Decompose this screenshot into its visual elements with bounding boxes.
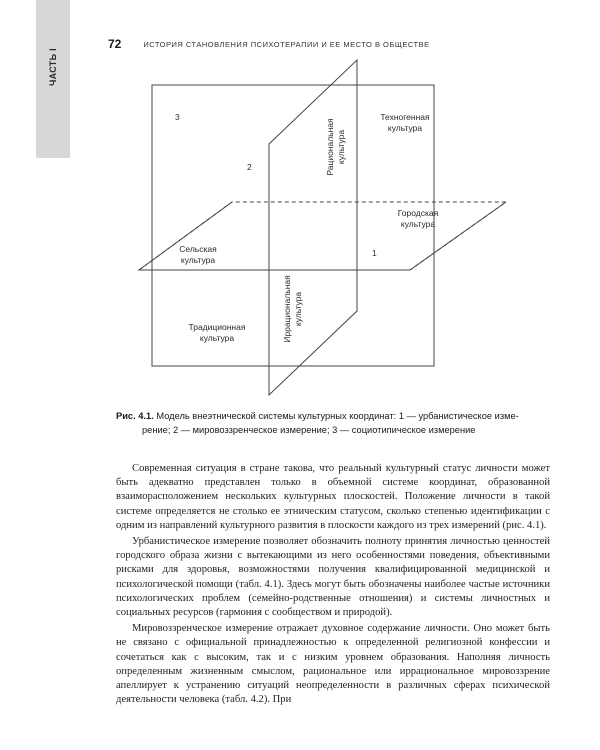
part-side-tab [36,0,70,158]
label-urban: Городская культура [397,208,439,229]
label-rural: Сельская культура [179,244,217,265]
label-num3: 3 [175,112,180,122]
running-title: ИСТОРИЯ СТАНОВЛЕНИЯ ПСИХОТЕРАПИИ И ЕЕ МЕСТО В ОБЩЕСТВЕ [143,39,430,49]
label-irrational: Иррациональная культура [282,275,303,343]
figure-caption [116,410,550,437]
caption-text: Модель внеэтнической системы культурных координат: 1 — урбанистическое изме- [156,411,519,421]
body-text [116,462,550,709]
label-num2: 2 [247,162,252,172]
page-header [108,36,568,52]
paragraph: Урбанистическое измерение позволяет обозначить полноту принятия личностью ценностей городского образа жизни с вытекающими из него особенностями поведения, объективными рисками для здоровья, возможностями получения квалифицированной медицинской и психологической помощи (табл. 4.1). Здесь могут быть обозначены наиболее частые источники психологических проблем (семейно-родственные отношения) и системы личностных и социальных ресурсов (гармония с сообществом и природой). [116,536,550,619]
caption-continuation: рение; 2 — мировоззренческое измерение; 3 — социотипическое измерение [142,424,476,435]
paragraph: Мировоззренческое измерение отражает духовное содержание личности. Оно может быть не связано с официальной принадлежностью к определенной религиозной конфессии и сочетаться как с высоким, так и с низким уровнем образования. Наполняя личность определенным жизненным смыслом, рациональное или иррациональное мировоззрение апеллирует к устранению ситуаций неопределенности в различных сферах психической деятельности человека (табл. 4.2). При [116,623,550,706]
figure-cultural-coordinates [120,56,560,406]
label-rational: Рациональная культура [325,118,346,176]
paragraph: Современная ситуация в стране такова, что реальный культурный статус личности может быть адекватно представлен только в объемной системе координат, образованной взаиморасположением нескольких культурных плоскостей. Положение личности в такой системе определяется не столько ее этническим статусом, сколько степенью идентификации с одним из направлений культурного развития в плоскости каждого из трех измерений (рис. 4.1). [116,463,550,531]
label-traditional: Традиционная культура [188,322,246,343]
part-label: ЧАСТЬ I [48,48,59,86]
label-num1: 1 [372,248,377,258]
caption-number: Рис. 4.1. [116,411,154,421]
page-number: 72 [108,37,122,51]
label-technogenic: Техногенная культура [380,112,430,133]
